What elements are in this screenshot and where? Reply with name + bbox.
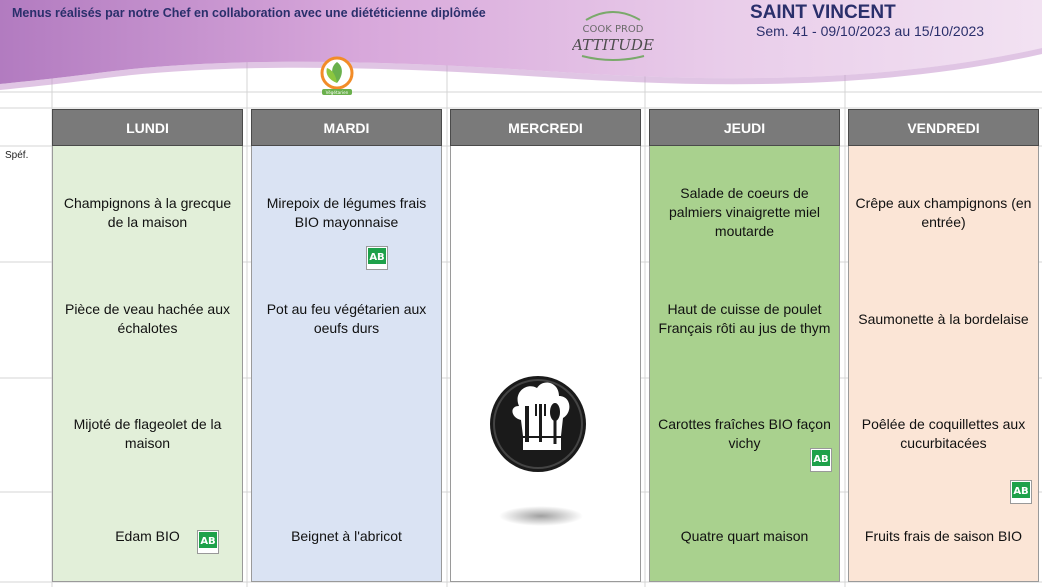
- svg-text:AB: AB: [1013, 486, 1029, 497]
- day-body-vendredi: [848, 146, 1039, 582]
- svg-text:AB: AB: [200, 536, 216, 547]
- day-column-jeudi: [649, 109, 840, 582]
- day-body-mardi: [251, 146, 442, 582]
- restaurant-closed-icon: [483, 366, 613, 536]
- dish-mardi-dessert: Beignet à l'abricot: [291, 528, 402, 544]
- bio-label-icon: [810, 448, 832, 472]
- bio-label-icon: [197, 530, 219, 554]
- vegetarian-badge-icon: [318, 56, 356, 96]
- week-range: Sem. 41 - 09/10/2023 au 15/10/2023: [756, 23, 985, 39]
- dish-lundi-main: Pièce de veau hachée aux échalotes: [64, 301, 230, 336]
- day-body-jeudi: [649, 146, 840, 582]
- dish-mardi-main: Pot au feu végétarien aux oeufs durs: [266, 301, 427, 336]
- svg-text:AB: AB: [369, 252, 385, 263]
- day-column-vendredi: [848, 109, 1039, 582]
- dish-jeudi-dessert: Quatre quart maison: [680, 528, 809, 544]
- dish-lundi-starter: Champignons à la grecque de la maison: [63, 195, 232, 230]
- dish-lundi-dessert: Edam BIO: [115, 528, 180, 544]
- cook-prod-attitude-logo: [572, 6, 654, 62]
- day-header-jeudi: JEUDI: [649, 109, 840, 146]
- dish-vendredi-side: Poêlée de coquillettes aux cucurbitacées: [861, 416, 1026, 451]
- dish-mardi-starter: Mirepoix de légumes frais BIO mayonnaise: [266, 195, 427, 230]
- day-header-vendredi: VENDREDI: [848, 109, 1039, 146]
- row-label-spef: Spéf.: [5, 150, 29, 161]
- dish-lundi-side: Mijoté de flageolet de la maison: [73, 416, 222, 451]
- day-column-mardi: [251, 109, 442, 582]
- day-header-mercredi: MERCREDI: [450, 109, 641, 146]
- day-header-mardi: MARDI: [251, 109, 442, 146]
- menu-tagline: Menus réalisés par notre Chef en collaboration avec une diététicienne diplômée: [12, 6, 486, 20]
- day-column-lundi: [52, 109, 243, 582]
- day-body-lundi: [52, 146, 243, 582]
- dish-vendredi-main: Saumonette à la bordelaise: [858, 311, 1029, 327]
- dish-vendredi-dessert: Fruits frais de saison BIO: [864, 528, 1023, 544]
- dish-vendredi-starter: Crêpe aux champignons (en entrée): [855, 195, 1032, 230]
- bio-label-icon: [1010, 480, 1032, 504]
- logo-line2: ATTITUDE: [572, 36, 654, 54]
- dish-jeudi-main: Haut de cuisse de poulet Français rôti au jus de thym: [658, 301, 831, 336]
- day-body-mercredi: [450, 146, 641, 582]
- dish-jeudi-starter: Salade de coeurs de palmiers vinaigrette miel moutarde: [669, 185, 820, 239]
- dish-jeudi-side: Carottes fraîches BIO façon vichy: [658, 416, 831, 451]
- day-column-mercredi: [450, 109, 641, 582]
- logo-line1: COOK PROD: [582, 24, 644, 35]
- site-title: SAINT VINCENT: [750, 2, 896, 23]
- bio-label-icon: [366, 246, 388, 270]
- svg-text:AB: AB: [813, 454, 829, 465]
- vegetarian-badge-label: Végétarien: [325, 89, 349, 95]
- day-header-lundi: LUNDI: [52, 109, 243, 146]
